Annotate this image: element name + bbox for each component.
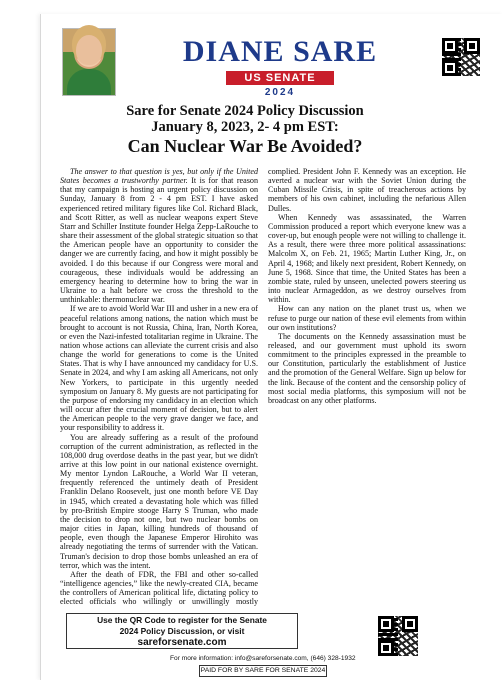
headline bbox=[80, 103, 410, 156]
paragraph: How can any nation on the planet trust us, when we refuse to purge our nation of these evil elements from within our own institutions? bbox=[268, 304, 466, 332]
paragraph: When Kennedy was assassinated, the Warren Commission produced a report which everyone knew was a cover-up, but enough people were not willing to challenge it. As a result, there were three more political assassinations: Malcolm X, on Feb. 21, 1965; Martin Luther King, Jr., on April 4, 1968; and likely next president, Robert Kennedy, on June 5, 1968. Since that time, the United States has been a zombie state, ruled by unseen, unelected powers steering us into nuclear Armageddon, as we destroy ourselves from within. bbox=[268, 212, 466, 305]
website-link[interactable]: sareforsenate.com bbox=[137, 637, 227, 648]
paragraph bbox=[60, 167, 258, 304]
candidate-photo bbox=[62, 28, 116, 96]
qr-finder bbox=[464, 38, 480, 54]
qr-code-registration[interactable] bbox=[378, 616, 418, 656]
paragraph: If we are to avoid World War III and usher in a new era of peaceful relations among nations, the nation which must be brought to account is not Russia, China, Iran, North Korea, or even the Nazi-infested totalitarian regime in Ukraine. The nation whose actions can alleviate the current crisis and also change the world for generations to come is the United States. That is why I have announced my candidacy for U.S. Senate in 2024, and why I am asking all Americans, not only New Yorkers, to participate in this urgently needed symposium on January 8. My guests are not participating for the purpose of endorsing my candidacy in an election which will occur after the crucial moment of decision, but to alert the American people to the very grave danger we face, and your responsibility to address it. bbox=[60, 304, 258, 433]
paragraph: After the death of FDR, the FBI and other so-called “intelligence agencies,” like the newly-created CIA, became the controllers of American political life, dictating policy to elected officials who willingly or unwillingly mostly complied. President John F. Kennedy was an exception. He averted a nuclear war with the Soviet Union during the Cuban Missile Crisis, in spite of treacherous actions by members of his own cabinet, including the nefarious Allen Dulles. bbox=[60, 167, 466, 607]
article-body bbox=[60, 167, 466, 607]
lead-italic: The answer to that question is yes, but only if the United States becomes a trustworthy partner. bbox=[60, 167, 258, 186]
registration-box bbox=[66, 613, 298, 649]
photo-head bbox=[76, 35, 102, 65]
qr-finder bbox=[378, 640, 394, 656]
qr-finder bbox=[378, 616, 394, 632]
headline-line-1: Sare for Senate 2024 Policy Discussion bbox=[126, 103, 364, 119]
qr-code-top[interactable] bbox=[442, 38, 480, 76]
headline-line-3: Can Nuclear War Be Avoided? bbox=[127, 136, 363, 156]
qr-finder bbox=[402, 616, 418, 632]
qr-finder bbox=[442, 60, 458, 76]
qr-finder bbox=[442, 38, 458, 54]
photo-body bbox=[67, 69, 111, 95]
headline-line-2: January 8, 2023, 2- 4 pm EST: bbox=[151, 119, 339, 135]
cta-line-2: 2024 Policy Discussion, or visit bbox=[119, 626, 245, 636]
logo-office-bar: US SENATE bbox=[226, 71, 333, 85]
logo-year: 2024 bbox=[264, 87, 296, 98]
logo-candidate-name: DIANE SARE bbox=[182, 35, 378, 68]
cta-line-1: Use the QR Code to register for the Senate bbox=[97, 615, 267, 625]
paragraph: You are already suffering as a result of the profound corruption of the current administration, as reflected in the 108,000 drug overdose deaths in the past year, but we didn't arrive at this low point in our national existence overnight. My mentor Lyndon LaRouche, a World War II veteran, frequently referenced the untimely death of President Franklin Delano Roosevelt, just one month before VE Day in 1945, which created a devastating hole which was filled by pro-British Empire stooge Harry S Truman, who made the decision to drop not one, but two nuclear bombs on major cities in Japan, killing hundreds of thousand of people, even though the Japanese Emperor Hirohito was already negotiating the terms of surrender with the Vatican. Truman's decision to drop those bombs unleashed an era of terror, which was the intent. bbox=[60, 432, 258, 570]
paragraph-text: It is for that reason that my campaign is hosting an urgent policy discussion on Sunday, January 8 from 2 - 4 pm EST. I have asked experienced retired military figures like Col. Richard Black, and Scott Ritter, as well as nuclear weapons expert Steve Starr and Schiller Institute founder Helga Zepp-LaRouche to share their assessment of the global strategic situation so that the American people have an opportunity to consider the danger we are currently facing, and how it might possibly be avoided. I do this because if our Congress were moral and courageous, these individuals would be addressing an emergency hearing to determine how to bring the war in Ukraine to a halt before we cross the threshold to the unthinkable: thermonuclear war. bbox=[60, 176, 258, 305]
campaign-logo bbox=[160, 36, 400, 96]
contact-info: For more information: info@sareforsenate.com, (646) 328-1932 bbox=[170, 655, 356, 662]
paid-for-notice: PAID FOR BY SARE FOR SENATE 2024 bbox=[199, 665, 327, 677]
paragraph: The documents on the Kennedy assassination must be released, and our government must uphold its sworn commitment to the principles expressed in the preamble to our Constitution, particularly the establishment of Justice and the promotion of the General Welfare. Sign up below for the link. Because of the content and the censorship policy of most social media platforms, this symposium will not be broadcast on any other platforms. bbox=[268, 331, 466, 405]
